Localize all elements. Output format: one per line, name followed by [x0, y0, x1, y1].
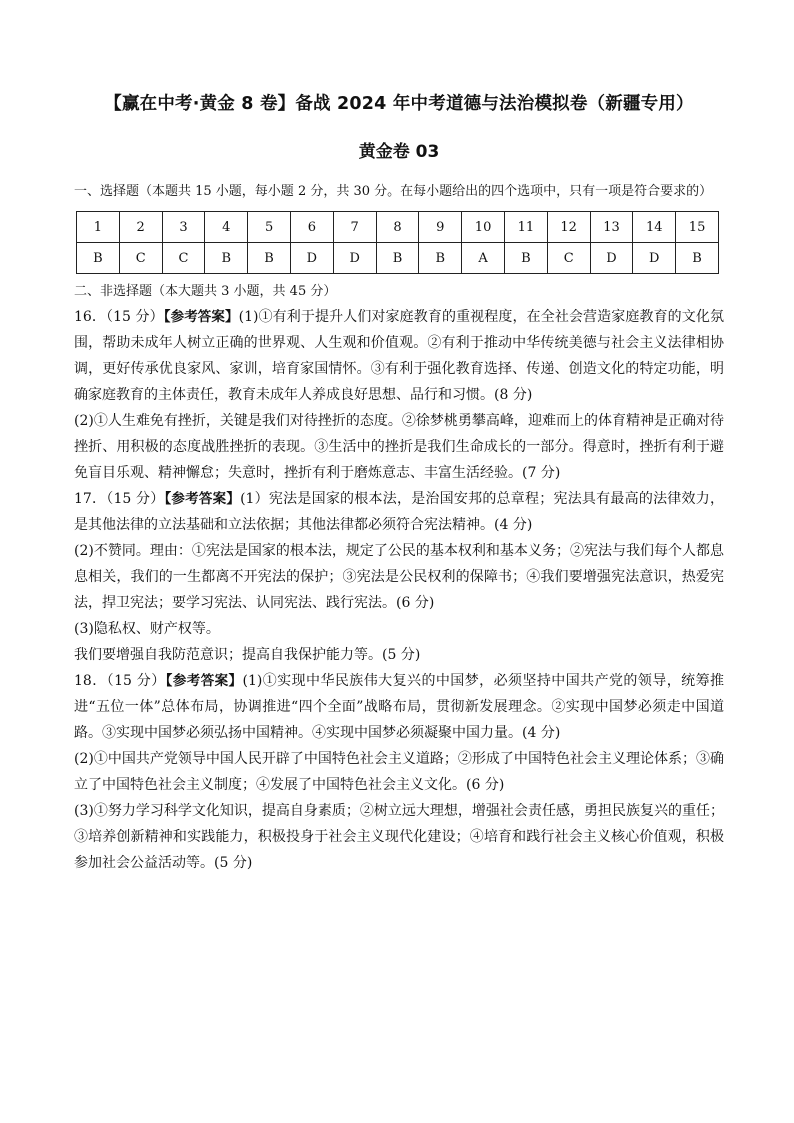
part1-heading: 一、选择题（本题共 15 小题，每小题 2 分，共 30 分。在每小题给出的四个选项中，只有一项是符合要求的）: [74, 184, 713, 199]
question-number-cell: 14: [633, 212, 676, 243]
part2-heading: 二、非选择题（本大题共 3 小题，共 45 分）: [74, 284, 337, 299]
q18-answer-part2: (2)①中国共产党领导中国人民开辟了中国特色社会主义道路；②形成了中国特色社会主义理论体系；③确立了中国特色社会主义制度；④发展了中国特色社会主义文化。(6 分): [74, 751, 724, 793]
reference-answer-tag: 【参考答案】: [163, 309, 239, 325]
answer-cell: A: [462, 243, 505, 274]
page-subtitle: 黄金卷 03: [358, 142, 440, 162]
answer-cell: B: [676, 243, 719, 274]
q18-text: (1)①实现中华民族伟大复兴的中国梦，必须坚持中国共产党的领导，统筹推进“五位一体”总体布局，协调推进“四个全面”战略布局，贯彻新发展理念。②实现中国梦必须走中国道路。③实现中国梦必须弘扬中国精神。④实现中国梦必须凝聚中国力量。(4 分): [74, 673, 724, 741]
question-number-cell: 9: [419, 212, 462, 243]
question-number-cell: 10: [462, 212, 505, 243]
q16-answer-part2: (2)①人生难免有挫折，关键是我们对待挫折的态度。②徐梦桃勇攀高峰，迎难而上的体育精神是正确对待挫折、用积极的态度战胜挫折的表现。③生活中的挫折是我们生命成长的一部分。得意时，挫折有利于避免盲目乐观、精神懈怠；失意时，挫折有利于磨炼意志、丰富生活经验。(7 分): [74, 413, 724, 481]
reference-answer-tag: 【参考答案】: [165, 673, 243, 689]
answer-table-answer-row: [77, 243, 719, 274]
page-title: 【赢在中考·黄金 8 卷】备战 2024 年中考道德与法治模拟卷（新疆专用）: [104, 94, 694, 114]
q17-answer-part3-cont: 我们要增强自我防范意识；提高自我保护能力等。(5 分): [74, 647, 421, 663]
answer-cell: D: [590, 243, 633, 274]
q18-answer-part3: (3)①努力学习科学文化知识，提高自身素质；②树立远大理想，增强社会责任感，勇担民族复兴的重任；③培养创新精神和实践能力，积极投身于社会主义现代化建设；④培育和践行社会主义核心价值观，积极参加社会公益活动等。(5 分): [74, 803, 724, 871]
answer-cell: B: [248, 243, 291, 274]
answer-table-number-row: [77, 212, 719, 243]
question-number-cell: 7: [333, 212, 376, 243]
question-number-cell: 2: [119, 212, 162, 243]
q17-answer-part2: (2)不赞同。理由：①宪法是国家的根本法，规定了公民的基本权利和基本义务；②宪法与我们每个人都息息相关，我们的一生都离不开宪法的保护；③宪法是公民权利的保障书；④我们要增强宪法意识，热爱宪法，捍卫宪法；要学习宪法、认同宪法、践行宪法。(6 分): [74, 543, 724, 611]
answer-table: [76, 211, 719, 274]
answer-cell: D: [290, 243, 333, 274]
q17-answer-part3: (3)隐私权、财产权等。: [74, 621, 220, 637]
answer-cell: B: [419, 243, 462, 274]
q17-answer-part1: [74, 486, 724, 538]
answer-cell: D: [633, 243, 676, 274]
q16-number: 16．（15 分）: [74, 309, 164, 325]
reference-answer-tag: 【参考答案】: [164, 491, 241, 507]
answer-sheet: [74, 90, 724, 876]
answer-cell: D: [333, 243, 376, 274]
q17-number: 17．（15 分）: [74, 491, 165, 507]
answer-cell: B: [205, 243, 248, 274]
question-number-cell: 8: [376, 212, 419, 243]
q16-answer-part1: [74, 304, 724, 408]
answer-cell: C: [162, 243, 205, 274]
q17-text: (1）宪法是国家的根本法，是治国安邦的总章程；宪法具有最高的法律效力，是其他法律的立法基础和立法依据；其他法律都必须符合宪法精神。(4 分): [74, 491, 724, 533]
question-number-cell: 6: [290, 212, 333, 243]
question-number-cell: 5: [248, 212, 291, 243]
q18-number: 18．（15 分）: [74, 673, 166, 689]
answer-cell: B: [77, 243, 120, 274]
question-number-cell: 1: [77, 212, 120, 243]
answer-cell: B: [504, 243, 547, 274]
answer-cell: B: [376, 243, 419, 274]
question-number-cell: 3: [162, 212, 205, 243]
q18-answer-part1: [74, 668, 724, 746]
question-number-cell: 12: [547, 212, 590, 243]
question-number-cell: 11: [504, 212, 547, 243]
question-number-cell: 4: [205, 212, 248, 243]
q16-text: (1)①有利于提升人们对家庭教育的重视程度，在全社会营造家庭教育的文化氛围，帮助未成年人树立正确的世界观、人生观和价值观。②有利于推动中华传统美德与社会主义法律相协调，更好传承优良家风、家训，培育家国情怀。③有利于强化教育选择、传递、创造文化的特定功能，明确家庭教育的主体责任，教育未成年人养成良好思想、品行和习惯。(8 分): [74, 309, 724, 403]
question-number-cell: 13: [590, 212, 633, 243]
answer-cell: C: [119, 243, 162, 274]
answer-cell: C: [547, 243, 590, 274]
question-number-cell: 15: [676, 212, 719, 243]
